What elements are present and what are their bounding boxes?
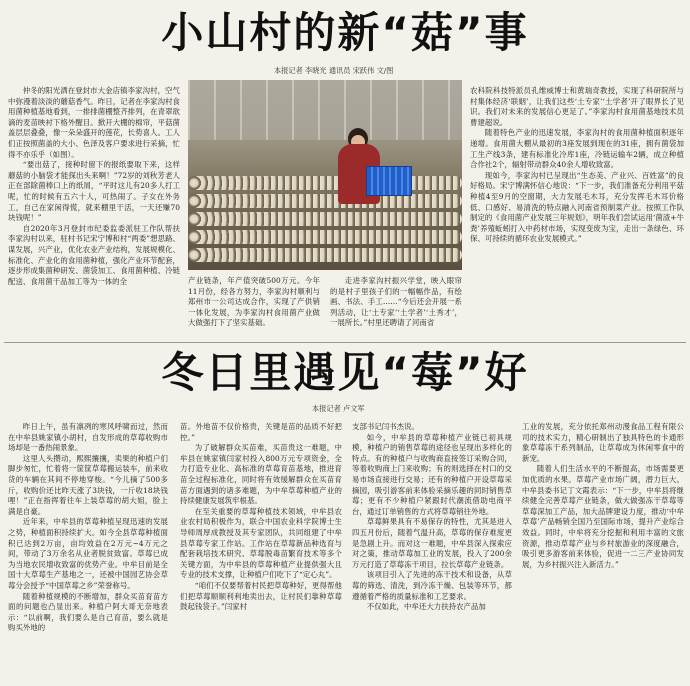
paragraph: “咱们不仅要帮着村民把草莓种好，更得帮他们把草莓顺顺利利地卖出去，让村民们靠种草莓鼓起钱袋子。”闫家村 [180,580,342,612]
mushroom-row [188,230,462,244]
article1-byline: 本报记者 李晓光 通讯员 宋跃伟 文/图 [274,66,394,75]
section-divider [4,342,686,343]
paragraph: 随着特色产业的迅速发展，李家沟村的食用菌种植面积逐年递增。食用菌大棚从最初的3座发展到现在的31座，拥有菌袋加工生产线3条，建有标准化冷库1座，冷链运输车2辆，成立种植合作社2个，辐射带动群众40余人增收致富。 [470,128,684,170]
paragraph: 苗。外地苗不仅价格贵，关键是苗的品质不好把控。” [180,422,342,442]
paragraph: 如今，中牟县的草莓种植产业链已初具规模，种植户的销售草莓的途径也呈现出多样化的特点。有的种植户与收购商直接签订采购合同，等着收购商上门来收购；有的则选择在村口的交易市场直接进行交易；还有的种植户开设草莓采摘园，吸引游客前来体验采摘乐趣的同时销售草莓；更有不少种植户紧跟时代潮流借助电商平台，通过订单销售的方式将草莓销往外地。 [352,432,512,516]
article1-column-2 [188,276,320,338]
article2-headline: 冬日里遇见“莓”好 [161,348,529,397]
paragraph: 该项目引入了先进的冻干技术和设备，从草莓的筛选、清洗，到冷冻干燥、包装等环节，都遵循着严格的质量标准和工艺要求。 [352,570,512,601]
mushroom-greenhouse-photo [188,80,462,270]
paragraph: 仲冬的阳光洒在登封市大金店镇李家沟村，空气中弥漫着淡淡的蘑菇香气。昨日，记者在李家沟村食用菌种植基地看到，一排排菌棚整齐排列，在青翠欲滴的麦苗映衬下格外醒目。掀开大棚的棉帘，平菇菌盖层层叠叠，像一朵朵盛开的莲花，长势喜人。工人们正按照菌盖的大小、色泽及客户要求进行采摘，忙得不亦乐乎（如图）。 [8,86,180,159]
paragraph: 草莓鲜果具有不易保存的特性，尤其是进入四五月份后，随着气温升高，草莓的保存难度更是急剧上升。而对这一难题，中牟县深入探索应对之策，推动草莓加工业的发展，投入了200余万元打造了草莓冻干项目，拉长草莓产业链条。 [352,517,512,569]
article2-column-1 [8,422,168,682]
paragraph: 近年来，中牟县的草莓种植呈现迅速的发展之势，种植面积持续扩大。如今全县草莓种植面积已达到2万亩，亩均效益在2万元~4万元之间，带动了3万余名从业者脱贫致富。草莓已成为当地农民增收致富的优势产业。中牟目前是全国十大草莓生产基地之一，还被中国园艺协会草莓分会授予“中国草莓之乡”荣誉称号。 [8,517,168,590]
paragraph: 不仅如此，中牟还大力扶持农产品加 [366,602,486,612]
paragraph: 在至关重要的草莓种植技术领域，中牟县农业农村局积极作为，联合中国农业科学院博士生导师周厚成教授及其专家团队，共同组建了中牟县草莓专家工作站。工作站在草莓新品种选育与配套栽培技术研究、草莓脱毒苗繁育技术等多个关键方面，为中牟县的草莓种植产业提供强大且专业的技术支撑，让种植户们吃下了“定心丸”。 [180,506,342,580]
blue-basket [366,166,412,196]
article1-headline: 小山村的新“菇”事 [161,8,529,57]
article2-byline: 本报记者 卢文军 [312,404,365,413]
paragraph: 工业的发展，充分依托郑州动漫食品工程有限公司的技术实力，精心研制出了独具特色的卡通形象草莓冻干系列制品，让草莓成为休闲零食中的新宠。 [522,422,684,463]
paragraph: 随着人们生活水平的不断提高，市场需要更加优质的水果。草莓产业市场广阔，潜力巨大。中牟县委书记丁文霞表示：“下一步，中牟县将继续健全完善草莓产业链条，做大做强冻干草莓等草莓深加工产品，加大品牌建设力度，推动‘中牟草莓’产品畅销全国乃至国际市场，提升产业综合效益。同时，中牟将充分挖掘和利用丰富的文旅资源，推动草莓产业与乡村旅游业的深度融合，吸引更多游客前来体验，促进一二三产业协同发展，为乡村振兴注入新活力。” [522,464,684,569]
article1-column-3 [330,276,462,338]
mushroom-row [188,248,462,262]
mushroom-row [188,194,462,208]
article1-column-4 [470,86,684,338]
paragraph: 这里人头攒动，熙熙攘攘，卖果的种植户们脚步匆忙，忙着将一筐筐草莓搬运装车，前来收货的车辆在其间不停地穿梭。“今儿摘了500多斤，收购价还比昨天涨了3块钱，一斤收18块钱哩！”正在指挥着往车上装草莓的胡大姐，脸上满是自豪。 [8,453,168,516]
paragraph: 随着种植规模的不断增加，群众买苗育苗方面的问题也凸显出来。种植户阿大哥无奈地表示：“以前啊，我们要么是自己育苗，要么就是购买外地的 [8,591,168,633]
greenhouse-roof [188,80,462,140]
article2-column-4 [522,422,684,682]
paragraph: 昨日上午，虽有凛冽的寒风呼啸而过，然而在中牟县姚家镇小胡村，自发形成的草莓收购市场却是一番热闹景象。 [8,422,168,453]
paragraph: 为了破解群众买苗难，买苗贵这一难题，中牟县在姚家镇闫家村投入800万元专项资金，全力打造专业化、高标准的草莓育苗基地，推进育苗全过程标准化，同时将有效缓解群众在买苗育苗方面遇到的诸多难题，为中牟草莓种植产业的持续健康发展筑牢根基。 [180,443,342,506]
mushroom-row [188,176,462,190]
article2-column-2 [180,422,342,682]
article1-column-1 [8,86,180,338]
paragraph: 现如今，李家沟村已呈现出“生态美、产业兴、百姓富”的良好格局。宋宁博满怀信心地说：“下一步，我们准备充分利用平菇种植4至9月的空窗期，大力发展毛木耳，充分发挥毛木耳价格低、口感好、易清洗的特点融入河南省预制菜产业。按照工作队制定的《食用菌产业发展三年规划》，明年我们尝试运用‘菌渣+牛粪’养殖蚯蚓打入中药材市场，实现变废为宝，走出一条绿色、环保、可持续的循环农业发展模式。” [470,170,684,244]
paragraph: 自2020年3月登封市纪委监委派驻工作队帮扶李家沟村以来，驻村书记宋宁博和村“两委”想思路、谋发展，兴产业，优化农业产业结构，发展规模化、标准化、产业化的食用菌种植，强化产业环节配套，逐步形成集菌种研发、菌袋加工、食用菌种植、冷链配送、食用菌干品加工等为一体的全 [8,223,180,286]
paragraph: 支部书记闫书杰说。 [352,422,419,431]
paragraph: 产业链条，年产值突破500万元。今年11月份，经各方努力，李家沟村顺利与郑州市一公司达成合作，实现了产供销一体化发展，为李家沟村食用菌产业做大做强打下了坚实基础。 [188,276,320,328]
mushroom-row [188,212,462,226]
paragraph: 农科院科技特派员孔维威博士和黄瑞奇教授，实现了科研院所与村集体经济‘联姻’，让我们这些‘土专家’‘土学者’开了眼界长了见识。我们对未来的发展信心更足了。”李家沟村食用菌基地技术员曹建超说。 [470,86,684,127]
article2-column-3 [352,422,512,682]
paragraph: 走进李家沟村振兴学堂，映入眼帘的是村子里孩子们的一幅幅作品，有绘画、书法、手工……“今后还会开展一系列活动，让‘土专家’‘土学者’‘土秀才’，一展所长。”村里还聘请了河南省 [330,276,462,328]
paragraph: “要出菇了，接种时留下的报纸要取下来，这样蘑菇的小脑袋才能探出头来啊！”72岁的刘秋芳老人正在部除菌棒口上的纸屑，“平时这儿有20多人打工呢，忙的时候有五六十人，可热闹了。子女在外务工，自己在家闲得慌，就来棚里干活，一天还赚70块钱呢！” [8,160,180,223]
